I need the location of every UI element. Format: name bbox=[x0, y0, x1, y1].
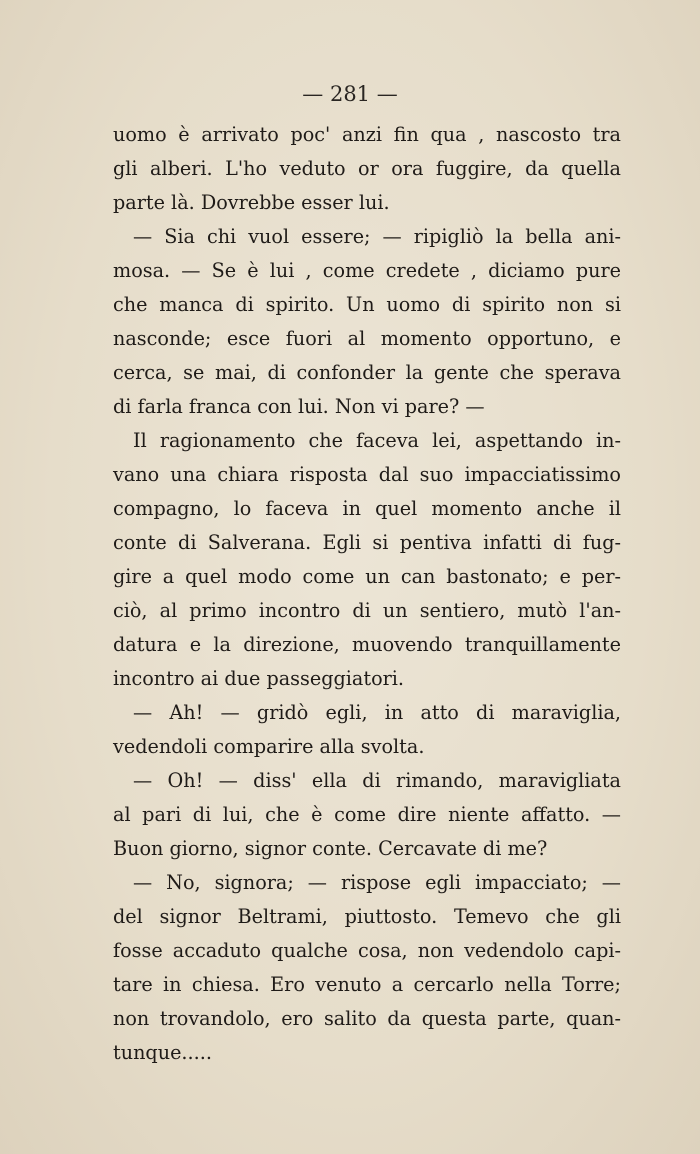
text-line: mosa. — Se è lui , come credete , diciamo pure bbox=[113, 259, 621, 282]
text-line: gli alberi. L'ho veduto or ora fuggire, da quella bbox=[113, 157, 621, 180]
text-line: che manca di spirito. Un uomo di spirito non si bbox=[113, 293, 621, 316]
text-line: ciò, al primo incontro di un sentiero, mutò l'an- bbox=[113, 599, 621, 622]
text-line: nasconde; esce fuori al momento opportuno, e bbox=[113, 327, 621, 350]
text-line: di farla franca con lui. Non vi pare? — bbox=[113, 395, 485, 418]
text-line: al pari di lui, che è come dire niente affatto. — bbox=[113, 803, 621, 826]
page-number: — 281 — bbox=[302, 82, 398, 106]
text-line: vedendoli comparire alla svolta. bbox=[113, 735, 425, 758]
text-line: — No, signora; — rispose egli impacciato; — bbox=[133, 871, 621, 894]
text-line: conte di Salverana. Egli si pentiva infatti di fug- bbox=[113, 531, 621, 554]
text-line: vano una chiara risposta dal suo impacciatissimo bbox=[113, 463, 621, 486]
text-line: del signor Beltrami, piuttosto. Temevo che gli bbox=[113, 905, 621, 928]
body-text bbox=[113, 118, 621, 1070]
text-line: incontro ai due passeggiatori. bbox=[113, 667, 405, 690]
text-line: — Oh! — diss' ella di rimando, maravigliata bbox=[133, 769, 621, 792]
text-line: non trovandolo, ero salito da questa parte, quan- bbox=[113, 1007, 621, 1030]
text-line: compagno, lo faceva in quel momento anche il bbox=[113, 497, 621, 520]
text-line: fosse accaduto qualche cosa, non vedendolo capi- bbox=[113, 939, 621, 962]
text-line: gire a quel modo come un can bastonato; e per- bbox=[113, 565, 621, 588]
text-line: datura e la direzione, muovendo tranquillamente bbox=[113, 633, 621, 656]
text-line: — Sia chi vuol essere; — ripigliò la bella ani- bbox=[133, 225, 621, 248]
text-line: tunque..... bbox=[113, 1041, 212, 1064]
text-line: uomo è arrivato poc' anzi fin qua , nascosto tra bbox=[113, 123, 621, 146]
text-line: — Ah! — gridò egli, in atto di maraviglia, bbox=[133, 701, 621, 724]
text-line: cerca, se mai, di confonder la gente che sperava bbox=[113, 361, 621, 384]
text-line: Il ragionamento che faceva lei, aspettando in- bbox=[133, 429, 621, 452]
text-line: parte là. Dovrebbe esser lui. bbox=[113, 191, 390, 214]
text-line: Buon giorno, signor conte. Cercavate di me? bbox=[113, 837, 548, 860]
text-line: tare in chiesa. Ero venuto a cercarlo nella Torre; bbox=[113, 973, 621, 996]
